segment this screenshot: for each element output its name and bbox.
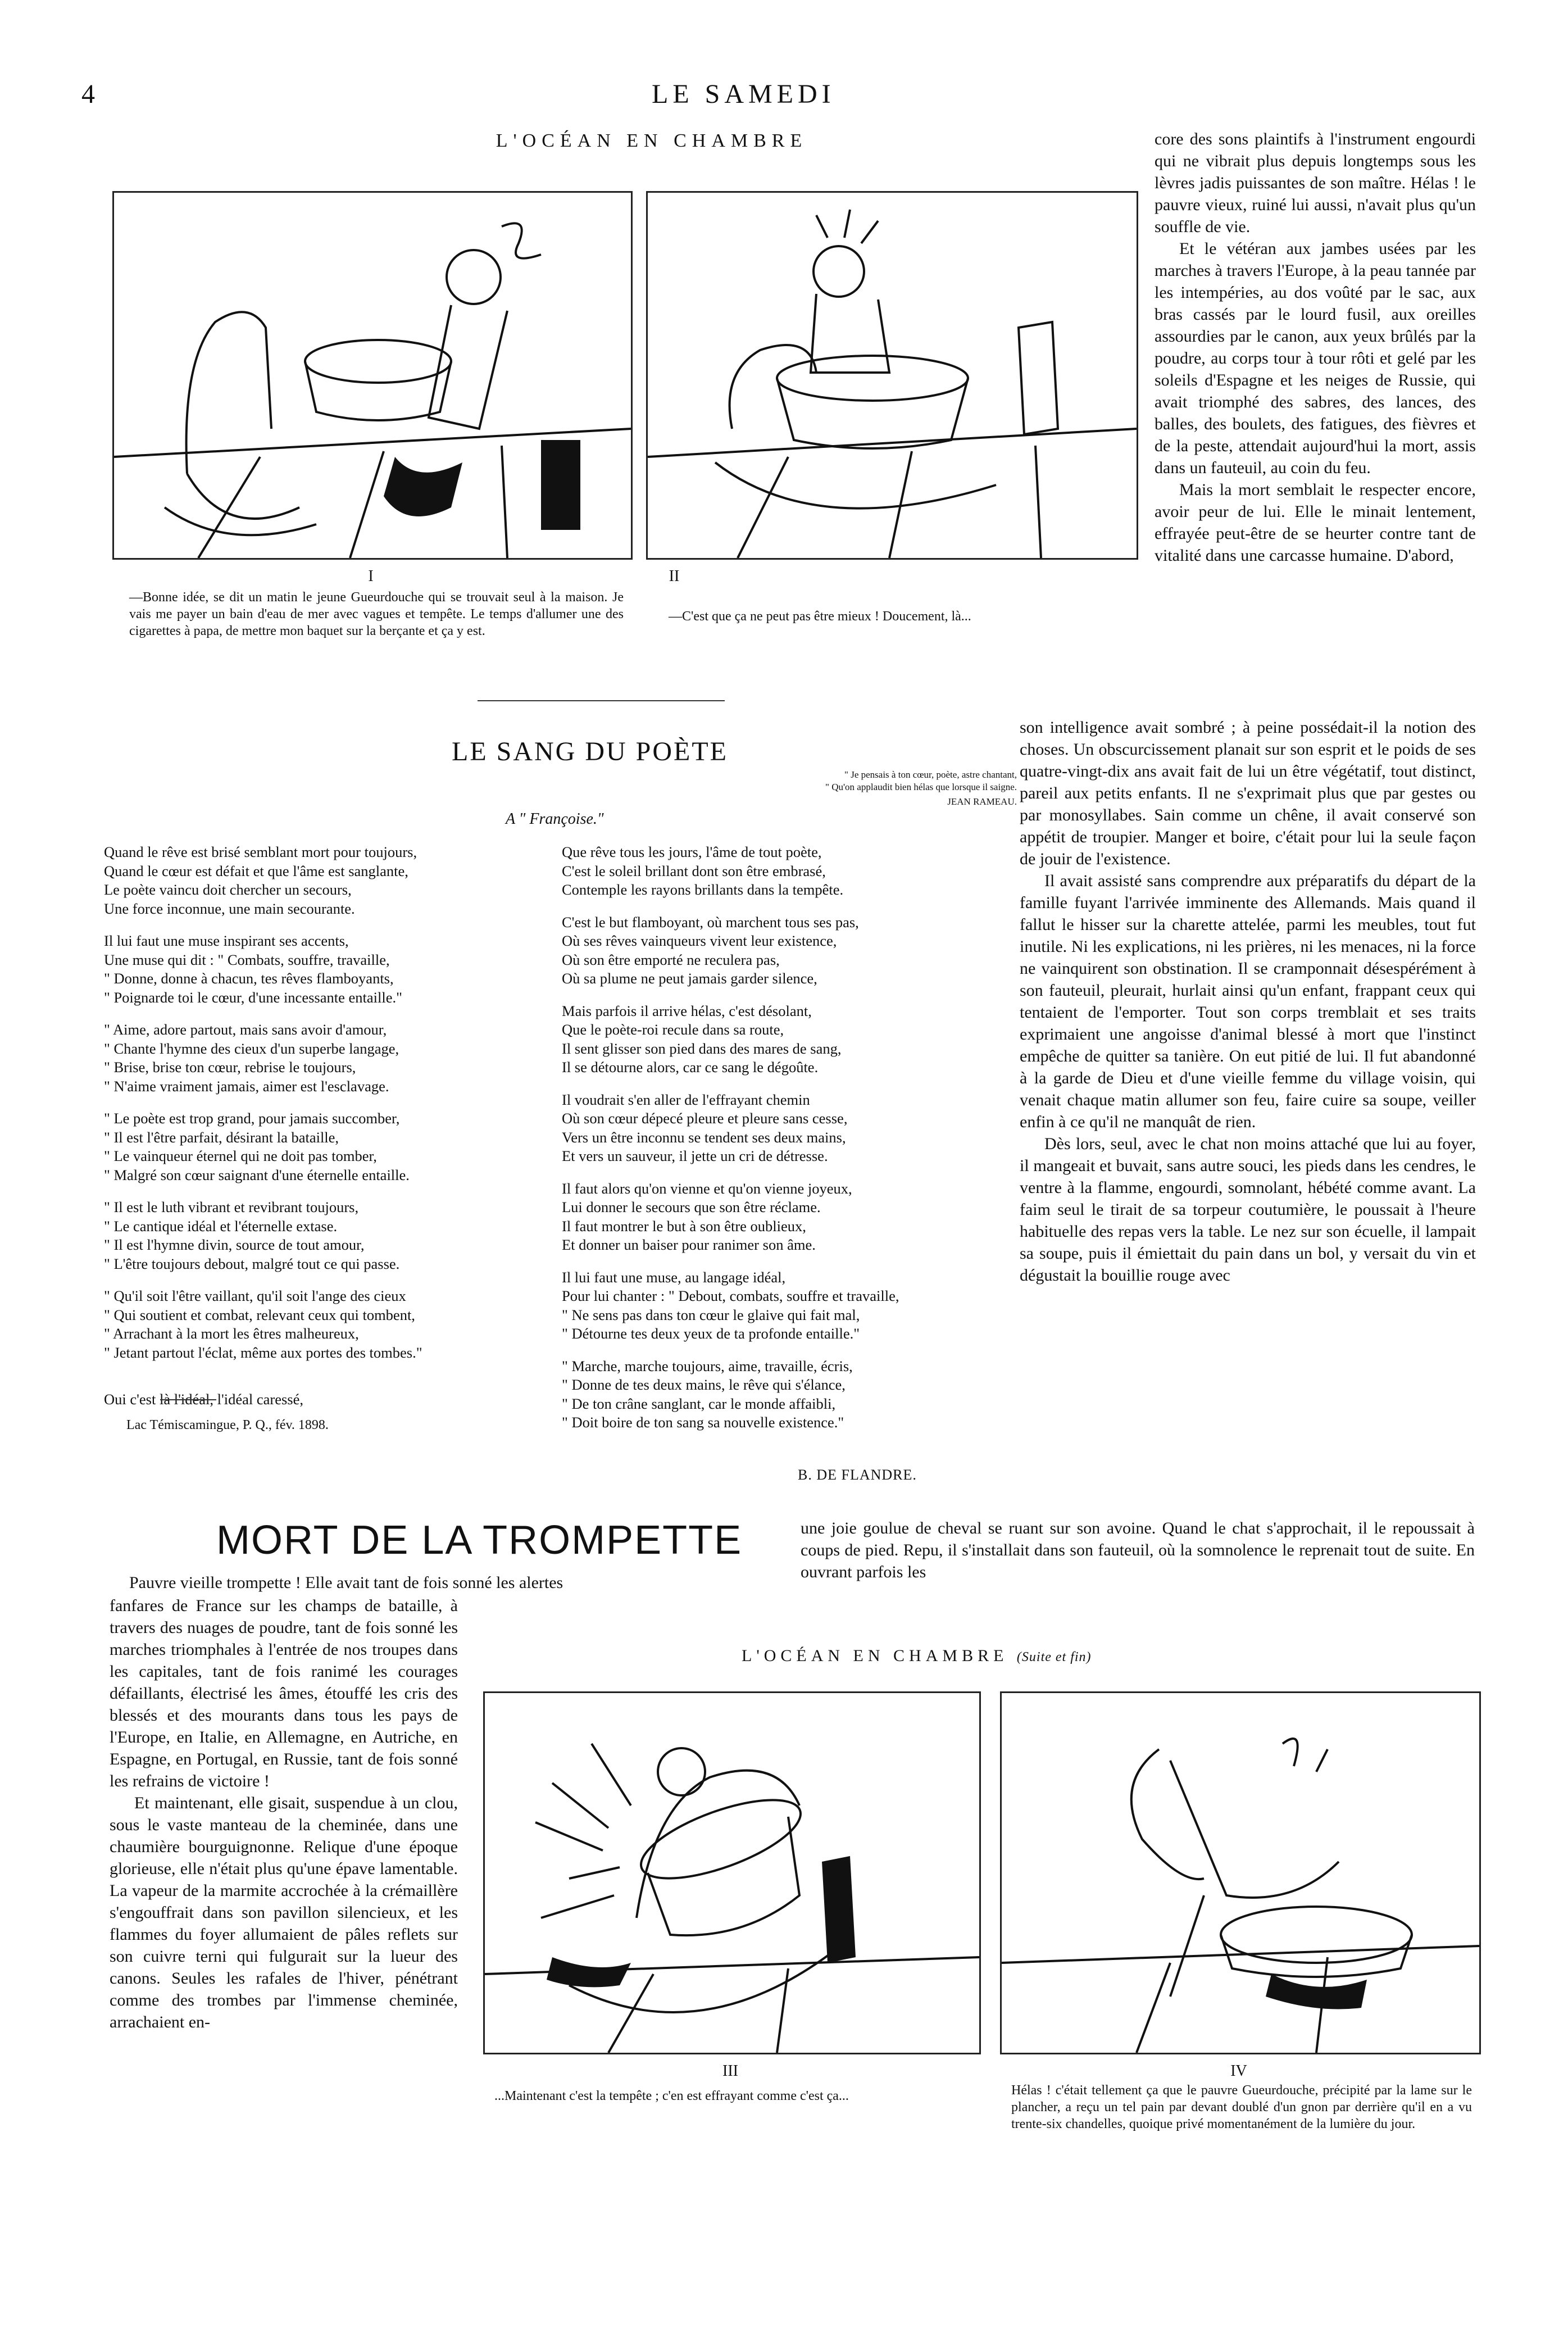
stanza: [562, 1268, 1011, 1344]
verse-line: Il sent glisser son pied dans des mares de sang,: [562, 1040, 842, 1057]
article-paragraph: Et le vétéran aux jambes usées par les marches à travers l'Europe, à la peau tannée par les intempéries, au dos voûté par le sac, aux bras cassés par le lourd fusil, aux oreilles assourdies par le canon, aux yeux brûlés par la poudre, au corps tour à tour rôti et gelé par les soleils d'Espagne et les neiges de Russie, qui avait triomphé des sabres, des lances, des balles, des boulets, des fatigues, des fièvres et de la peste, attendait aujourd'hui la mort, assis dans un fauteuil, au coin du feu.: [1155, 239, 1476, 477]
verse-line: " Qui soutient et combat, relevant ceux qui tombent,: [104, 1306, 415, 1323]
verse-line: " De ton crâne sanglant, car le monde affaibli,: [562, 1395, 836, 1412]
panel-4-caption: Hélas ! c'était tellement ça que le pauvre Gueurdouche, précipité par la lame sur le plancher, a reçu un tel pain par devant doublé d'un gnon par derrière qu'il en a vu trente-six chandelles, quoique privé momentanément de la lumière du jour.: [1011, 2083, 1472, 2131]
verse-line: Où son cœur dépecé pleure et pleure sans cesse,: [562, 1110, 848, 1127]
verse-line: " Il est le luth vibrant et revibrant toujours,: [104, 1199, 359, 1215]
article-paragraph: Dès lors, seul, avec le chat non moins attaché que lui au foyer, il mangeait et buvait, sans autre souci, les pieds dans les cendres, le ventre à la flamme, engourdi, somnolant, hébété comme avant. La faim seul le tirait de sa torpeur coutumière, le poussait à l'heure habituelle des repas vers la table. Le nez sur son écuelle, il lampait sa soupe, puis il émiettait du pain dans un bol, y versait du vin et dégustait la bouillie rouge avec: [1020, 1135, 1476, 1285]
verse-line: " Chante l'hymne des cieux d'un superbe langage,: [104, 1040, 399, 1057]
stanza: [104, 1287, 548, 1362]
page-number: 4: [81, 79, 95, 109]
poem-left-column: [104, 843, 548, 1435]
verse-line: " Donne, donne à chacun, tes rêves flamboyants,: [104, 970, 394, 987]
poem-signature: B. DE FLANDRE.: [798, 1467, 917, 1483]
poem-title: LE SANG DU POÈTE: [452, 737, 728, 766]
verse-line: Il se détourne alors, car ce sang le dégoûte.: [562, 1059, 819, 1076]
verse-line: " Le vainqueur éternel qui ne doit pas tomber,: [104, 1147, 377, 1164]
article-paragraph: Et maintenant, elle gisait, suspendue à un clou, sous le vaste manteau de la cheminée, dans une chaumière bourguignonne. Relique d'une époque glorieuse, elle n'était plus qu'une épave lamentable. La vapeur de la marmite accrochée à la crémaillère s'engouffrait dans son pavillon silencieux, et les flammes du foyer allumaient de pâles reflets sur son cuivre terni qui fulgurait sur la lueur des canons. Seules les rafales de l'hiver, pénétrant comme des trombes par l'immense cheminée, arrachaient en-: [110, 1794, 458, 2031]
panel-4-number: IV: [1230, 2062, 1247, 2080]
ocean-bottom-suffix: (Suite et fin): [1016, 1650, 1092, 1664]
panel-3-number: III: [722, 2062, 738, 2080]
verse-line: Pour lui chanter : " Debout, combats, souffre et travaille,: [562, 1287, 899, 1304]
panel-2-number: II: [669, 568, 680, 585]
article-continuation: [1020, 716, 1476, 1286]
epigraph-author: JEAN RAMEAU.: [947, 796, 1017, 807]
overturned-tub-illustration: [1002, 1693, 1479, 2053]
stanza: [562, 1357, 1011, 1432]
epigraph-line: " Qu'on applaudit bien hélas que lorsque il saigne.: [825, 782, 1017, 792]
verse-line: Où ses rêves vainqueurs vivent leur existence,: [562, 932, 837, 949]
verse-line: " Donne de tes deux mains, le rêve qui s'élance,: [562, 1376, 846, 1393]
verse-line: " N'aime vraiment jamais, aimer est l'esclavage.: [104, 1077, 389, 1095]
verse-line: " Le cantique idéal et l'éternelle extase.: [104, 1217, 338, 1235]
verse-line: Mais parfois il arrive hélas, c'est désolant,: [562, 1002, 812, 1019]
verse-line: Une force inconnue, une main secourante.: [104, 900, 355, 917]
trompette-lead: Pauvre vieille trompette ! Elle avait tant de fois sonné les alertes: [129, 1573, 563, 1592]
verse-line: Que rêve tous les jours, l'âme de tout poète,: [562, 843, 822, 860]
poem-short-rule: [160, 1399, 216, 1400]
verse-line: C'est le soleil brillant dont son être embrasé,: [562, 862, 826, 879]
verse-line: " L'être toujours debout, malgré tout ce qui passe.: [104, 1255, 400, 1272]
comic-panel-1: [112, 191, 633, 560]
verse-line: Et vers un sauveur, il jette un cri de détresse.: [562, 1147, 828, 1164]
stanza: [562, 1179, 1011, 1255]
verse-line: " Marche, marche toujours, aime, travaille, écris,: [562, 1357, 853, 1374]
stanza: [104, 843, 548, 918]
ocean-bottom-title: L'OCÉAN EN CHAMBRE: [742, 1646, 1008, 1665]
stanza: [562, 1091, 1011, 1166]
verse-line: Que le poète-roi recule dans sa route,: [562, 1021, 784, 1038]
verse-line: Le poète vaincu doit chercher un secours,: [104, 881, 352, 898]
stanza: [562, 843, 1011, 900]
verse-line: " Le poète est trop grand, pour jamais succomber,: [104, 1110, 400, 1127]
comic-panel-2: [646, 191, 1138, 560]
article-paragraph: fanfares de France sur les champs de bataille, à travers des nuages de poudre, tant de fois sonné les marches triomphales à l'entrée de nos troupes dans les capitales, tant de fois ranimé les courages défaillants, électrisé les âmes, étouffé les cris des blessés et des mourants dans tous les pays de l'Europe, en Italie, en Allemagne, en Autriche, en Espagne, en Portugal, en Russie, tant de fois sonné les refrains de victoire !: [110, 1596, 458, 1790]
verse-line: " Brise, brise ton cœur, rebrise le toujours,: [104, 1059, 356, 1076]
verse-line: " Détourne tes deux yeux de ta profonde entaille.": [562, 1325, 860, 1342]
panel-1-caption: —Bonne idée, se dit un matin le jeune Gueurdouche qui se trouvait seul à la maison. Je vais me payer un bain d'eau de mer avec vagues et tempête. Le temps d'allumer une des cigarettes à papa, de mettre mon baquet sur la berçante et ça y est.: [129, 590, 624, 638]
stanza: [562, 913, 1011, 988]
verse-line: Il lui faut une muse inspirant ses accents,: [104, 932, 349, 949]
verse-line: " Il est l'être parfait, désirant la bataille,: [104, 1128, 339, 1146]
article-join-paragraph: une joie goulue de cheval se ruant sur son avoine. Quand le chat s'approchait, il le repoussait à coups de pied. Repu, il s'installait dans son fauteuil, où la somnolence le reprenait tout de suite. En ouvrant parfois les: [801, 1519, 1475, 1581]
stanza: [562, 1002, 1011, 1077]
verse-line: Contemple les rayons brillants dans la tempête.: [562, 881, 844, 898]
verse-line: Et donner un baiser pour ranimer son âme.: [562, 1236, 816, 1253]
verse-line: Vers un être inconnu se tendent ses deux mains,: [562, 1128, 846, 1146]
verse-line: C'est le but flamboyant, où marchent tous ses pas,: [562, 913, 859, 931]
verse-line: Il lui faut une muse, au langage idéal,: [562, 1268, 786, 1286]
poem-closing-line: Oui c'est là l'idéal, l'idéal caressé,: [104, 1391, 303, 1408]
ocean-bottom-heading: [742, 1646, 1247, 1666]
poem-right-column: [562, 843, 1011, 1446]
poem-epigraph: [669, 769, 1017, 808]
ocean-top-title: L'OCÉAN EN CHAMBRE: [496, 130, 808, 151]
verse-line: " Arrachant à la mort les êtres malheureux,: [104, 1325, 359, 1342]
verse-line: " Jetant partout l'éclat, même aux portes des tombes.": [104, 1344, 422, 1361]
separator-rule: [478, 700, 725, 701]
verse-line: Une muse qui dit : " Combats, souffre, travaille,: [104, 951, 390, 968]
verse-line: Quand le rêve est brisé semblant mort pour toujours,: [104, 843, 417, 860]
verse-line: Il faut alors qu'on vienne et qu'on vienne joyeux,: [562, 1179, 852, 1197]
stanza: [104, 932, 548, 1007]
panel-2-caption: —C'est que ça ne peut pas être mieux ! Doucement, là...: [669, 609, 971, 624]
article-paragraph: Mais la mort semblait le respecter encore, avoir peur de lui. Elle le minait lentement, effrayée peut-être de se heurter contre tant de vitalité dans une carcasse humaine. D'abord,: [1155, 480, 1476, 565]
poem-place-date: Lac Témiscamingue, P. Q., fév. 1898.: [126, 1417, 329, 1432]
stanza: [104, 1109, 548, 1185]
journal-title: LE SAMEDI: [652, 79, 835, 109]
verse-line: " Qu'il soit l'être vaillant, qu'il soit l'ange des cieux: [104, 1287, 406, 1304]
verse-line: Lui donner le secours que son être réclame.: [562, 1199, 821, 1215]
panel-3-caption: ...Maintenant c'est la tempête ; c'en est effrayant comme c'est ça...: [494, 2089, 849, 2103]
epigraph-line: " Je pensais à ton cœur, poète, astre chantant,: [844, 769, 1017, 780]
article-paragraph: son intelligence avait sombré ; à peine possédait-il la notion des choses. Un obscurcissement planait sur son esprit et le poids de ses quatre-vingt-dix ans avait fait de lui un être végétatif, tout distinct, pareil aux petits enfants. Il ne s'exprimait plus que par gestes ou par monosyllabes. Sain comme un chêne, il avait conservé son appétit de troupier. Manger et boire, c'était pour lui la seule façon de jouir de l'existence.: [1020, 718, 1476, 868]
comic-panel-3: [483, 1691, 981, 2054]
verse-line: Où sa plume ne peut jamais garder silence,: [562, 970, 817, 987]
boy-with-tub-illustration: [114, 193, 631, 558]
verse-line: " Il est l'hymne divin, source de tout amour,: [104, 1236, 365, 1253]
comic-panel-4: [1000, 1691, 1481, 2054]
verse-line: " Poignarde toi le cœur, d'une incessante entaille.": [104, 988, 402, 1006]
verse-line: " Aime, adore partout, mais sans avoir d'amour,: [104, 1021, 387, 1038]
verse-line: Il voudrait s'en aller de l'effrayant chemin: [562, 1091, 810, 1108]
verse-line: " Ne sens pas dans ton cœur le glaive qui fait mal,: [562, 1306, 860, 1323]
article-paragraph: Il avait assisté sans comprendre aux préparatifs du départ de la famille fuyant l'arrivée imminente des Allemands. Mais quand il fallut le hisser sur la charette attelée, parmi les meubles, tout fut inutile. Ni les explications, ni les prières, ni les menaces, ni la force ne vainquirent son obstination. Il se cramponnait désespérément à son fauteuil, pleurait, hurlait ainsi qu'un enfant, frappant ceux qui tentaient de l'emporter. Tout son corps tremblait et ses traits exprimaient une angoisse d'animal blessé à mort que l'instinct empêche de quitter sa tanière. On eut pitié de lui. Il fut abandonné à la garde de Dieu et d'une vieille femme du village voisin, qui venait chaque matin allumer son feu, faire cuire sa soupe, veiller enfin à ce qu'il ne manquât de rien.: [1020, 872, 1476, 1131]
verse-line: " Doit boire de ton sang sa nouvelle existence.": [562, 1414, 844, 1431]
trompette-title: MORT DE LA TROMPETTE: [216, 1518, 743, 1563]
panel-1-number: I: [368, 568, 374, 585]
stanza: [104, 1198, 548, 1273]
storm-splash-illustration: [485, 1693, 979, 2053]
article-paragraph: core des sons plaintifs à l'instrument engourdi qui ne vibrait plus depuis longtemps sous les lèvres jadis puissantes de son maître. Hélas ! le pauvre vieux, ruiné lui aussi, n'avait plus qu'un souffle de vie.: [1155, 130, 1476, 236]
verse-line: Où son être emporté ne reculera pas,: [562, 951, 780, 968]
verse-line: " Malgré son cœur saignant d'une éternelle entaille.: [104, 1166, 410, 1183]
verse-line: Quand le cœur est défait et que l'âme est sanglante,: [104, 862, 408, 879]
stanza: [104, 1020, 548, 1096]
verse-line: Il faut montrer le but à son être oublieux,: [562, 1217, 806, 1235]
poem-dedication: A " Françoise.": [506, 810, 604, 828]
boy-in-tub-illustration: [648, 193, 1137, 558]
trompette-column: [110, 1595, 458, 2033]
article-right-column: [1155, 128, 1476, 566]
